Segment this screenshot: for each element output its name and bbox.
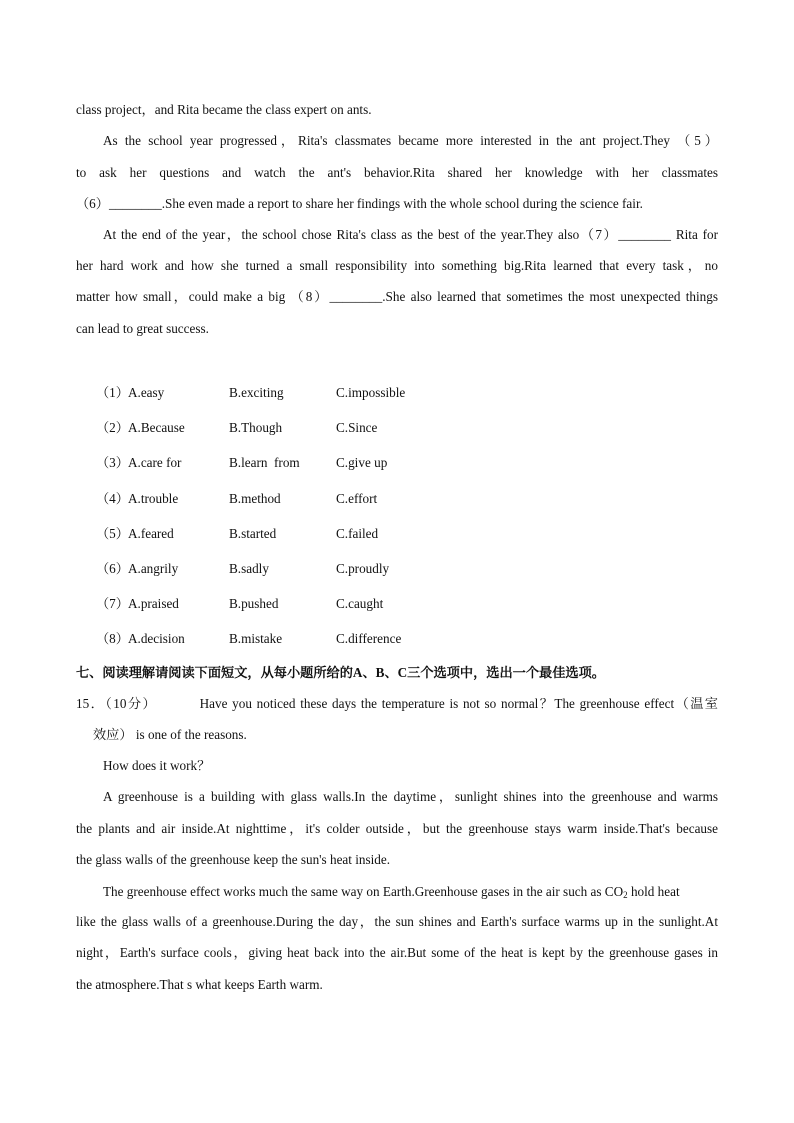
option-a: A.Because [128,420,185,435]
option-c: C.failed [336,526,379,541]
option-a: A.care for [128,455,182,470]
question-line [103,883,718,904]
question-line: the plants and air inside.At nighttime，it's colder outside，but the greenhouse stays warm inside.That's because [76,821,718,836]
option-c: C.Since [336,420,378,435]
option-b: B.learn from [229,455,300,470]
passage-line: At the end of the year，the school chose Rita's class as the best of the year.They also（7）________ Rita for [103,227,718,242]
option-c: C.proudly [336,561,390,576]
option-b: B.started [229,526,277,541]
passage-line: can lead to great success. [76,321,209,336]
question-line: like the glass walls of a greenhouse.During the day，the sun shines and Earth's surface warms up in the sunlight.At [76,914,718,929]
option-number: （7） [96,596,129,611]
question-line: A greenhouse is a building with glass walls.In the daytime，sunlight shines into the greenhouse and warms [103,789,718,804]
option-c: C.caught [336,596,384,611]
option-a: A.trouble [128,491,179,506]
question-line: How does it work？ [103,758,211,773]
passage-line: matter how small，could make a big （8）________.She also learned that sometimes the most unexpected things [76,289,718,304]
passage-line: As the school year progressed，Rita's classmates became more interested in the ant project.They （5） [103,133,718,148]
option-b: B.Though [229,420,283,435]
option-number: （6） [96,561,129,576]
question-line: 15．（10分） Have you noticed these days the temperature is not so normal？The greenhouse effect（温室 [76,696,718,711]
option-b: B.pushed [229,596,279,611]
option-b: B.sadly [229,561,269,576]
section-heading: 七、阅读理解请阅读下面短文，从每小题所给的A、B、C三个选项中，选出一个最佳选项。 [76,665,605,680]
option-number: （2） [96,420,129,435]
question-line: night，Earth's surface cools，giving heat back into the air.But some of the heat is kept by the greenhouse gases in [76,945,718,960]
option-number: （1） [96,385,129,400]
option-number: （5） [96,526,129,541]
option-a: A.easy [128,385,165,400]
option-number: （8） [96,631,129,646]
option-number: （3） [96,455,129,470]
option-a: A.decision [128,631,185,646]
co2-subscript: 2 [623,890,628,900]
question-line: the atmosphere.That s what keeps Earth warm. [76,977,323,992]
option-c: C.impossible [336,385,406,400]
option-b: B.exciting [229,385,284,400]
question-line: 效应） is one of the reasons. [93,727,247,742]
passage-line: （6）________.She even made a report to share her findings with the whole school during the science fair. [76,196,643,211]
question-line: the glass walls of the greenhouse keep the sun's heat inside. [76,852,391,867]
option-c: C.difference [336,631,402,646]
option-a: A.praised [128,596,179,611]
option-number: （4） [96,491,129,506]
co2-text-tail: hold heat [627,884,680,899]
option-b: B.method [229,491,281,506]
option-c: C.give up [336,455,388,470]
option-a: A.angrily [128,561,179,576]
passage-line: her hard work and how she turned a small responsibility into something big.Rita learned that every task，no [76,258,718,273]
option-a: A.feared [128,526,174,541]
co2-text: The greenhouse effect works much the same way on Earth.Greenhouse gases in the air such as CO [103,884,624,899]
passage-line: class project，and Rita became the class expert on ants. [76,102,372,117]
option-c: C.effort [336,491,378,506]
option-b: B.mistake [229,631,283,646]
passage-line: to ask her questions and watch the ant's behavior.Rita shared her knowledge with her classmates [76,165,718,180]
